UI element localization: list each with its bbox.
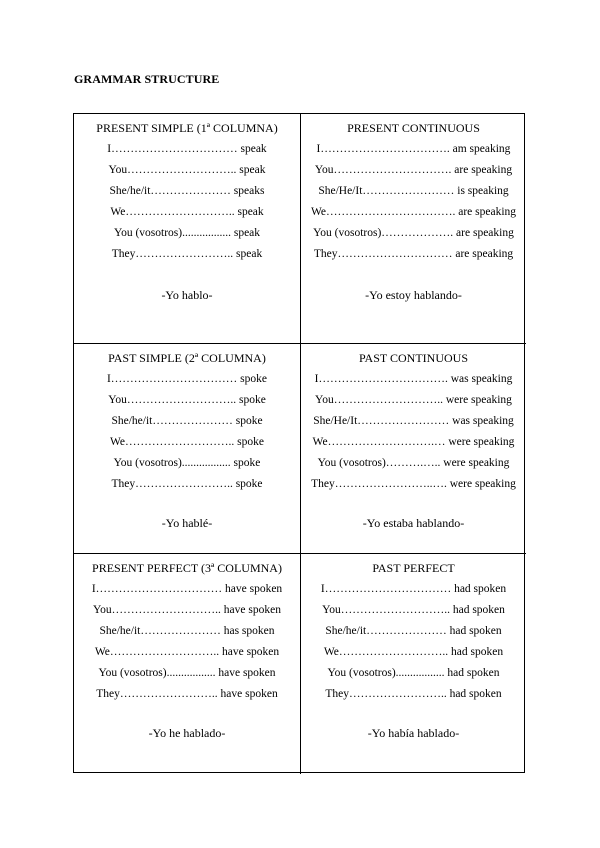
document-title: GRAMMAR STRUCTURE [74, 72, 220, 86]
conjugation-row: You (vosotros)................. have spoken [98, 667, 276, 679]
conjugation-row: She/he/it………………… has spoken [99, 625, 275, 637]
cell-past-simple [74, 344, 301, 554]
conjugation-row: We……………………….. have spoken [94, 646, 280, 658]
conjugation-row: You……………………….. speak [108, 164, 266, 176]
cell-heading: PAST SIMPLE (2ª COLUMNA) [108, 351, 266, 365]
conjugation-row: They……………………..…. were speaking [311, 478, 516, 490]
conjugation-row: We……………………….. speak [110, 206, 264, 218]
spanish-translation: -Yo hablé- [161, 516, 213, 530]
conjugation-row: They………………………… are speaking [313, 248, 514, 260]
cell-heading: PRESENT PERFECT (3ª COLUMNA) [92, 561, 282, 575]
conjugation-row: You……………………….. had spoken [322, 604, 505, 616]
conjugation-row: You…………………………. are speaking [314, 164, 513, 176]
conjugation-row: She/he/it………………… speaks [109, 185, 265, 197]
conjugation-row: You (vosotros)................. had spoken [327, 667, 500, 679]
conjugation-row: I……………………………. am speaking [316, 143, 511, 155]
conjugation-row: They…………………….. have spoken [96, 688, 278, 700]
conjugation-row: They…………………….. spoke [111, 478, 263, 490]
cell-present-continuous [301, 114, 526, 344]
cell-present-perfect [74, 554, 301, 774]
conjugation-row: She/He/It…………………… was speaking [313, 415, 514, 427]
conjugation-row: I……………………………. was speaking [314, 373, 513, 385]
cell-heading: PRESENT SIMPLE (1ª COLUMNA) [96, 121, 278, 135]
conjugation-row: I…………………………… had spoken [320, 583, 507, 595]
cell-heading: PRESENT CONTINUOUS [347, 121, 480, 135]
conjugation-row: We……………………….… were speaking [312, 436, 515, 448]
conjugation-row: You……………………….. spoke [108, 394, 266, 406]
cell-past-continuous [301, 344, 526, 554]
conjugation-row: We……………………………. are speaking [310, 206, 517, 218]
cell-heading: PAST CONTINUOUS [358, 351, 469, 365]
spanish-translation: -Yo había hablado- [367, 726, 460, 740]
conjugation-row: She/he/it………………… spoke [111, 415, 263, 427]
cell-past-perfect [301, 554, 526, 774]
grammar-table [73, 113, 525, 773]
conjugation-row: She/he/it………………… had spoken [325, 625, 502, 637]
spanish-translation: -Yo hablo- [161, 288, 213, 302]
conjugation-row: You (vosotros)……….….. were speaking [317, 457, 510, 469]
conjugation-row: We……………………….. spoke [110, 436, 264, 448]
conjugation-row: I…………………………… spoke [106, 373, 268, 385]
conjugation-row: You (vosotros)................. speak [113, 227, 261, 239]
conjugation-row: They…………………….. had spoken [325, 688, 502, 700]
cell-heading: PAST PERFECT [372, 561, 455, 575]
conjugation-row: They…………………….. speak [111, 248, 263, 260]
conjugation-row: She/He/It…………………… is speaking [318, 185, 509, 197]
conjugation-row: You……………………….. were speaking [315, 394, 512, 406]
cell-present-simple [74, 114, 301, 344]
conjugation-row: I…………………………… speak [107, 143, 267, 155]
conjugation-row: You (vosotros)................. spoke [113, 457, 261, 469]
conjugation-row: I…………………………… have spoken [91, 583, 283, 595]
spanish-translation: -Yo he hablado- [148, 726, 226, 740]
spanish-translation: -Yo estoy hablando- [365, 288, 462, 302]
conjugation-row: We……………………….. had spoken [323, 646, 504, 658]
conjugation-row: You (vosotros)………………. are speaking [313, 227, 514, 239]
spanish-translation: -Yo estaba hablando- [362, 516, 465, 530]
conjugation-row: You……………………….. have spoken [93, 604, 281, 616]
